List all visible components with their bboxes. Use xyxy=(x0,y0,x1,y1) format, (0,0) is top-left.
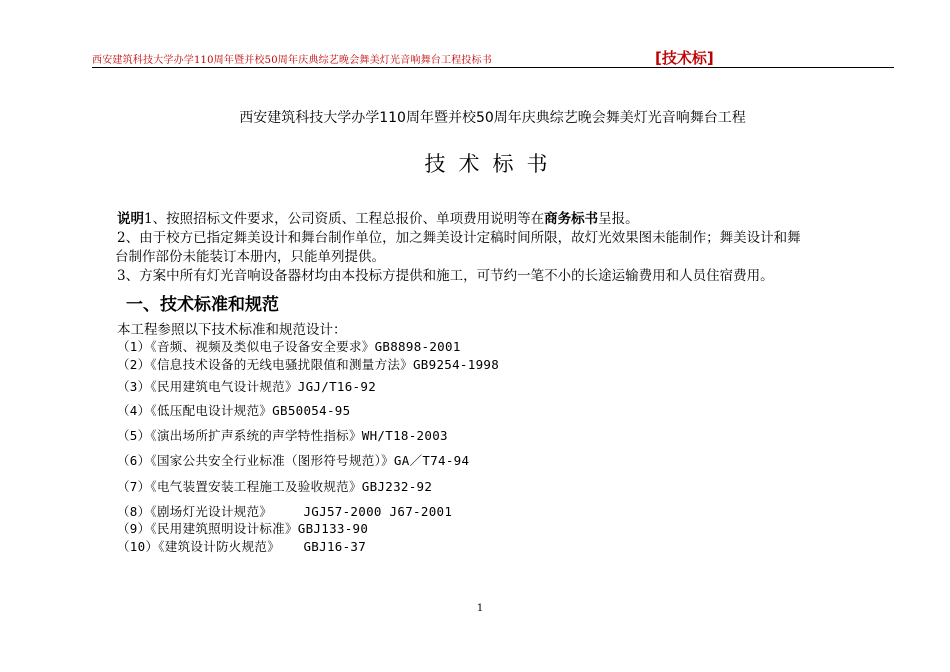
document-subtitle: 技术标书 xyxy=(424,152,561,176)
standard-item-9: （9）《民用建筑照明设计标准》GBJ133-90 xyxy=(117,521,369,536)
standard-item-10: （10）《建筑设计防火规范》 GBJ16-37 xyxy=(117,539,367,554)
section-heading: 一、技术标准和规范 xyxy=(126,295,279,315)
note-item-1 xyxy=(117,210,895,229)
note-item-2-line1: 2、由于校方已指定舞美设计和舞台制作单位，加之舞美设计定稿时间所限，故灯光效果图未能制作；舞美设计和舞 xyxy=(117,230,801,246)
explanation-note xyxy=(117,210,895,286)
running-header-tag: [技术标] xyxy=(655,49,714,67)
standard-item-1: （1）《音频、视频及类似电子设备安全要求》GB8898-2001 xyxy=(117,339,461,354)
note-item-3-text: 3、方案中所有灯光音响设备器材均由本投标方提供和施工，可节约一笔不小的长途运输费用和人员住宿费用。 xyxy=(117,268,774,284)
standard-item-8: （8）《剧场灯光设计规范》 JGJ57-2000 J67-2001 xyxy=(117,504,453,519)
running-header-title: 西安建筑科技大学办学110周年暨并校50周年庆典综艺晚会舞美灯光音响舞台工程投标书 xyxy=(92,55,493,66)
standard-item-5: （5）《演出场所扩声系统的声学特性指标》WH/T18-2003 xyxy=(117,428,448,443)
standard-item-7: （7）《电气装置安装工程施工及验收规范》GBJ232-92 xyxy=(117,479,433,494)
note-item-1-tail: 呈报。 xyxy=(598,211,639,227)
page-number: 1 xyxy=(476,603,484,614)
standard-item-3: （3）《民用建筑电气设计规范》JGJ/T16-92 xyxy=(117,379,377,394)
standard-item-2: （2）《信息技术设备的无线电骚扰限值和测量方法》GB9254-1998 xyxy=(117,357,500,372)
note-label: 说明 xyxy=(117,211,144,227)
note-item-2-line2: 台制作部份未能装订本册内，只能单列提供。 xyxy=(115,249,385,265)
document-title: 西安建筑科技大学办学110周年暨并校50周年庆典综艺晚会舞美灯光音响舞台工程 xyxy=(239,110,746,126)
standard-item-6: （6）《国家公共安全行业标准（图形符号规范）》GA／T74-94 xyxy=(117,453,470,468)
section-intro: 本工程参照以下技术标准和规范设计： xyxy=(117,322,347,338)
note-item-1-bold: 商务标书 xyxy=(544,211,599,227)
note-item-2-continued xyxy=(115,248,895,267)
header-divider xyxy=(92,67,894,68)
standard-item-4: （4）《低压配电设计规范》GB50054-95 xyxy=(117,403,351,418)
note-item-2 xyxy=(117,229,895,248)
note-item-3 xyxy=(117,267,895,286)
note-item-1-text: 1、按照招标文件要求，公司资质、工程总报价、单项费用说明等在 xyxy=(144,211,545,227)
